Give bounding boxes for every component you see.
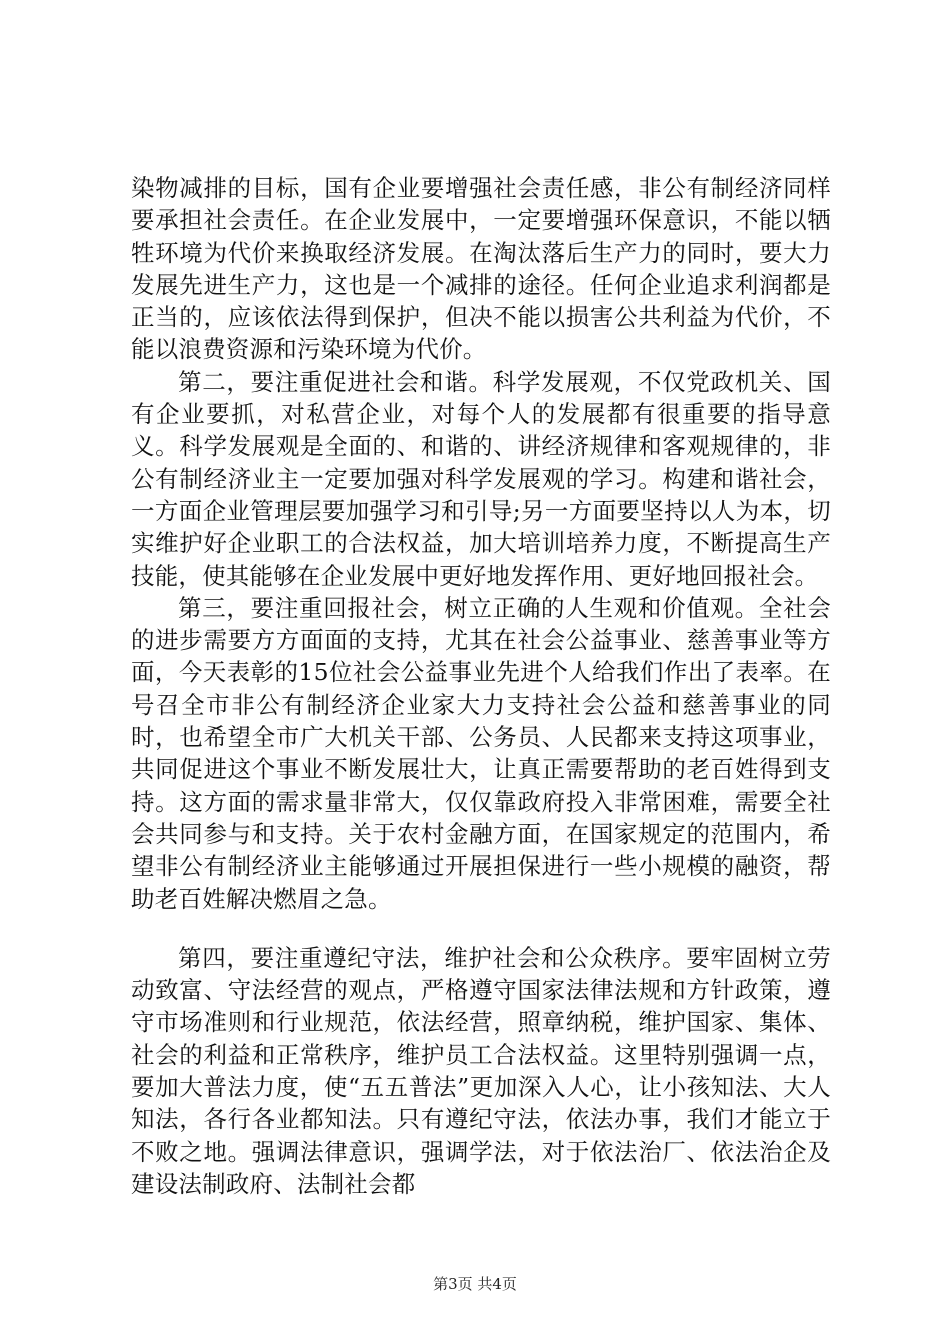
paragraph-third-point: 第三，要注重回报社会，树立正确的人生观和价值观。全社会的进步需要方方面面的支持，尤其在社会公益事业、慈善事业等方面，今天表彰的15位社会公益事业先进个人给我们作出了表率。在号召全市非公有制经济企业家大力支持社会公益和慈善事业的同时，也希望全市广大机关干部、公务员、人民都来支持这项事业，共同促进这个事业不断发展壮大，让真正需要帮助的老百姓得到支持。这方面的需求量非常大，仅仅靠政府投入非常困难，需要全社会共同参与和支持。关于农村金融方面，在国家规定的范围内，希望非公有制经济业主能够通过开展担保进行一些小规模的融资，帮助老百姓解决燃眉之急。 (131, 593, 831, 913)
document-body (131, 172, 831, 1200)
paragraph-spacer (131, 915, 831, 942)
paragraph-continuation: 染物减排的目标，国有企业要增强社会责任感，非公有制经济同样要承担社会责任。在企业发展中，一定要增强环保意识，不能以牺牲环境为代价来换取经济发展。在淘汰落后生产力的同时，要大力发展先进生产力，这也是一个减排的途径。任何企业追求利润都是正当的，应该依法得到保护，但决不能以损害公共利益为代价，不能以浪费资源和污染环境为代价。 (131, 174, 831, 364)
paragraph-fourth-point: 第四，要注重遵纪守法，维护社会和公众秩序。要牢固树立劳动致富、守法经营的观点，严格遵守国家法律法规和方针政策，遵守市场准则和行业规范，依法经营，照章纳税，维护国家、集体、社会的利益和正常秩序，维护员工合法权益。这里特别强调一点，要加大普法力度，使“五五普法”更加深入人心，让小孩知法、大人知法，各行各业都知法。只有遵纪守法，依法办事，我们才能立于不败之地。强调法律意识，强调学法，对于依法治厂、依法治企及建设法制政府、法制社会都 (131, 943, 831, 1198)
paragraph-second-point: 第二，要注重促进社会和谐。科学发展观，不仅党政机关、国有企业要抓，对私营企业，对每个人的发展都有很重要的指导意义。科学发展观是全面的、和谐的、讲经济规律和客观规律的，非公有制经济业主一定要加强对科学发展观的学习。构建和谐社会，一方面企业管理层要加强学习和引导;另一方面要坚持以人为本，切实维护好企业职工的合法权益，加大培训培养力度，不断提高生产技能，使其能够在企业发展中更好地发挥作用、更好地回报社会。 (131, 367, 831, 590)
page-number-footer: 第3页 共4页 (433, 1275, 517, 1293)
